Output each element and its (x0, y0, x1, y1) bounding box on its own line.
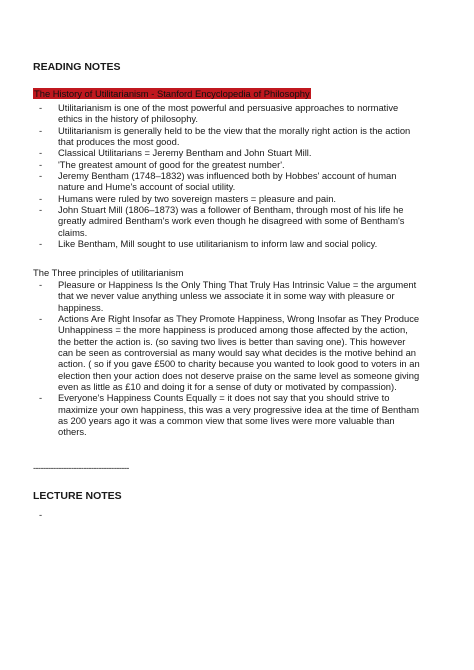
list-item-text: Actions Are Right Insofar as They Promote Happiness, Wrong Insofar as They Produce Unhappiness = the more happiness is produced among those affected by the action, the better the action is. (so saving two lives is better than saving one). This however can be seen as controversial as many would say what decides is the motive behind an action. ( so if you gave £500 to charity because you wanted to look good to voters in an election then your action does not deserve praise on the same level as someone giving even as little as £10 and doing it for a sense of duty or motivated by compassion). (58, 313, 420, 393)
source-link[interactable]: The History of Utilitarianism - Stanford Encyclopedia of Philosophy (34, 88, 310, 99)
bullet-dash: - (39, 238, 43, 250)
lecture-notes-heading: LECTURE NOTES (33, 490, 122, 502)
principles-list (33, 279, 423, 438)
list-item (33, 204, 423, 238)
bullet-dash: - (39, 170, 43, 182)
bullet-dash: - (39, 124, 43, 136)
principles-title: The Three principles of utilitarianism (33, 267, 184, 278)
list-item-text: Jeremy Bentham (1748–1832) was influenced both by Hobbes' account of human nature and Hume's account of social utility. (58, 170, 397, 193)
bullet-dash: - (39, 313, 43, 325)
bullet-dash: - (39, 192, 43, 204)
list-item (33, 193, 423, 204)
list-item (33, 279, 423, 313)
bullet-dash: - (39, 158, 43, 170)
list-item-text: 'The greatest amount of good for the greatest number'. (58, 158, 285, 170)
list-item (33, 102, 423, 125)
bullet-dash: - (39, 204, 43, 216)
list-item (33, 170, 423, 193)
list-item (33, 313, 423, 392)
list-item-text: John Stuart Mill (1806–1873) was a follower of Bentham, through most of his life he greatly admired Bentham's work even though he disagreed with some of Bentham's claims. (58, 204, 405, 238)
reading-notes-heading: READING NOTES (33, 61, 121, 73)
list-item-text: Utilitarianism is generally held to be the view that the morally right action is the action that produces the most good. (58, 124, 411, 148)
bullet-dash: - (39, 392, 43, 404)
list-item-text: Utilitarianism is one of the most powerful and persuasive approaches to normative ethics in the history of philosophy. (58, 102, 399, 125)
list-item (33, 392, 423, 437)
list-item (33, 147, 423, 158)
list-item-text: Pleasure or Happiness Is the Only Thing That Truly Has Intrinsic Value = the argument that we never value anything unless we associate it in some way with pleasure or happiness. (58, 279, 417, 313)
list-item (33, 159, 423, 170)
reading-notes-list (33, 102, 423, 249)
list-item (33, 125, 423, 148)
source-link-wrapper (33, 84, 311, 102)
section-divider: -------------------------------------- (33, 462, 129, 473)
list-item-text: Classical Utilitarians = Jeremy Bentham and John Stuart Mill. (58, 147, 312, 159)
bullet-dash: - (39, 279, 43, 290)
list-item-text: Humans were ruled by two sovereign masters = pleasure and pain. (58, 192, 337, 204)
list-item-text: Like Bentham, Mill sought to use utilitarianism to inform law and social policy. (58, 238, 378, 250)
list-item-text: Everyone's Happiness Counts Equally = it does not say that you should strive to maximize your own happiness, this was a very progressive idea at the time of Bentham as 200 years ago it was a common view that some lives were more valuable than others. (58, 392, 420, 438)
bullet-dash: - (39, 147, 43, 159)
bullet-dash: - (39, 102, 43, 113)
list-item (33, 238, 423, 249)
bullet-dash: - (39, 509, 43, 520)
